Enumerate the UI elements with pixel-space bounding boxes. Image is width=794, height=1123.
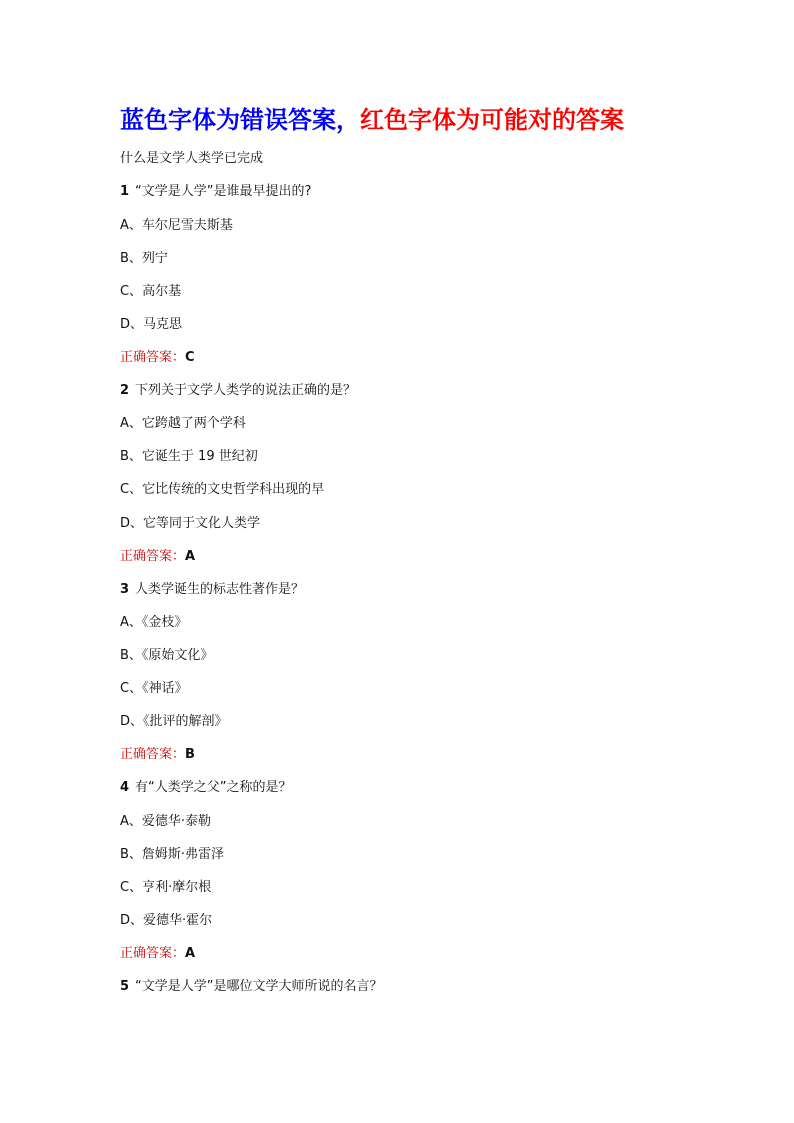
answer-value: A — [185, 946, 196, 961]
answer-value: B — [185, 747, 195, 762]
option-item: C、它比传统的文史哲学科出现的早 — [120, 482, 325, 497]
page-heading — [120, 100, 624, 135]
answer-label: 正确答案： — [120, 946, 186, 961]
question-text: “文学是人学”是哪位文学大师所说的名言？ — [135, 979, 383, 994]
option-item: C、《神话》 — [120, 681, 188, 696]
correct-answer-2 — [120, 549, 195, 565]
question-text: 下列关于文学人类学的说法正确的是？ — [135, 383, 357, 398]
question-text: “文学是人学”是谁最早提出的? — [135, 184, 312, 199]
question-text: 有“人类学之父”之称的是？ — [135, 780, 292, 795]
answer-label: 正确答案： — [120, 549, 186, 564]
option-item: B、《原始文化》 — [120, 648, 214, 663]
option-item: C、高尔基 — [120, 284, 182, 299]
option-item: A、它跨越了两个学科 — [120, 416, 246, 431]
question-number: 1 — [120, 184, 130, 199]
answer-label: 正确答案： — [120, 350, 186, 365]
section-title: 什么是文学人类学已完成 — [120, 151, 264, 166]
question-2 — [120, 383, 356, 399]
correct-answer-4 — [120, 946, 195, 962]
heading-red-text: 红色字体为可能对的答案 — [360, 105, 624, 134]
correct-answer-3 — [120, 747, 195, 763]
question-number: 2 — [120, 383, 130, 398]
option-item: D、《批评的解剖》 — [120, 714, 228, 729]
heading-blue-text: 蓝色字体为错误答案， — [120, 105, 360, 134]
answer-value: C — [185, 350, 195, 365]
option-item: D、爱德华·霍尔 — [120, 913, 213, 928]
question-number: 3 — [120, 582, 130, 597]
question-3 — [120, 582, 304, 598]
answer-value: A — [185, 549, 196, 564]
question-number: 5 — [120, 979, 130, 994]
question-1 — [120, 184, 311, 200]
answer-label: 正确答案： — [120, 747, 186, 762]
option-item: B、詹姆斯·弗雷泽 — [120, 847, 225, 862]
option-item: C、亨利·摩尔根 — [120, 880, 212, 895]
option-item: B、它诞生于 19 世纪初 — [120, 449, 258, 464]
question-5 — [120, 979, 383, 995]
option-item: A、爱德华·泰勒 — [120, 814, 212, 829]
question-number: 4 — [120, 780, 130, 795]
option-item: D、马克思 — [120, 317, 183, 332]
option-item: D、它等同于文化人类学 — [120, 516, 261, 531]
question-4 — [120, 780, 292, 796]
option-item: A、《金枝》 — [120, 615, 188, 630]
question-text: 人类学诞生的标志性著作是？ — [135, 582, 305, 597]
option-item: A、车尔尼雪夫斯基 — [120, 218, 233, 233]
correct-answer-1 — [120, 350, 195, 366]
option-item: B、列宁 — [120, 251, 168, 266]
